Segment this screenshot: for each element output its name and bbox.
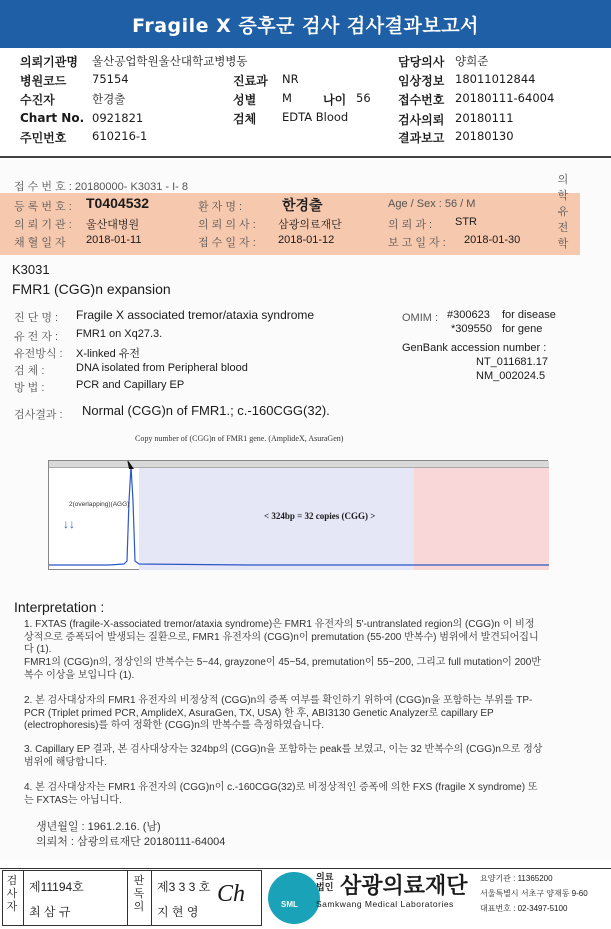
chart-no-label: Chart No.: [20, 111, 85, 125]
genbank-nm: NM_002024.5: [476, 370, 546, 382]
specimen-value: EDTA Blood: [282, 110, 349, 124]
marker-arrows-icon: ↓↓: [63, 517, 75, 531]
dept-label: 진료과: [233, 74, 268, 88]
sig-sep-3: [151, 871, 152, 925]
sig-sep-1: [23, 871, 24, 925]
dx-value: Fragile X associated tremor/ataxia syndrome: [76, 308, 315, 322]
interp-p2: 2. 본 검사대상자의 FMR1 유전자의 비정상적 (CGG)n의 증폭 여부를 확인하기 위하여 (CGG)n을 포함하는 부위를 TP-PCR (Triplet primed PCR, AmplideX, AsuraGen, TX, USA) 한 후, ABI3130 Genetic Analyzer로 capillary EP (electrophoresis)를 하여 정확한 (CGG)n의 반복수를 측정하였습니다.: [24, 695, 533, 731]
omim-label: OMIM :: [402, 312, 439, 324]
specimen-label: 검체: [233, 112, 257, 126]
clinical-label: 임상정보: [398, 74, 445, 88]
interp-p4: 4. 본 검사대상자는 FMR1 유전자의 (CGG)n이 c.-160CGG(32)로 비정상적인 증폭에 의한 FXS (fragile X syndrome) 또는 FXTAS는 아닙니다.: [24, 782, 538, 806]
gene-label: 유 전 자 :: [14, 331, 59, 343]
scan-dept-value: STR: [455, 216, 477, 228]
report-date-label: 결과보고: [398, 131, 445, 145]
ssn-label: 주민번호: [20, 131, 67, 145]
spec-label: 검 체 :: [14, 365, 45, 377]
interp-title: Interpretation :: [14, 599, 105, 615]
scan-recv-value: 2018-01-12: [278, 234, 335, 246]
dept-value: NR: [282, 72, 299, 86]
org-logo: [268, 872, 320, 924]
report-title: Fragile X 증후군 검사 검사결과보고서: [0, 0, 611, 48]
ssn-value: 610216-1: [92, 129, 148, 143]
omim-gene: *309550: [451, 323, 492, 335]
scan-inst-label: 의 뢰 기 관 :: [14, 219, 72, 231]
confirm-name: 지 현 영: [157, 905, 199, 919]
institution-value: 울산공업학원울산대학교병병동: [92, 54, 248, 68]
request-value: 20180111: [455, 111, 514, 125]
omim-disease-for: for disease: [502, 309, 556, 321]
addr-2: 서울특별시 서초구 양재동 9-60: [480, 889, 588, 898]
chart-no-value: 0921821: [92, 111, 144, 125]
chart-annotation: < 324bp = 32 copies (CGG) >: [264, 511, 376, 521]
chart-marker-label: 2(overlapping)(AGG): [69, 501, 130, 508]
scan-recv-label: 접 수 일 자 :: [198, 237, 256, 249]
addr-3: 대표번호 : 02-3497-5100: [480, 904, 568, 913]
scan-inst-value: 울산대병원: [86, 219, 140, 231]
inherit-value: X-linked 유전: [76, 348, 141, 360]
receipt-label: 접수번호: [398, 93, 445, 107]
scan-dept-label: 의 뢰 과 :: [388, 219, 433, 231]
test-code: K3031: [12, 262, 50, 277]
footer-divider: [0, 868, 611, 869]
omim-disease: #300623: [447, 309, 490, 321]
clinical-value: 18011012844: [455, 72, 536, 86]
scan-reg-value: T0404532: [86, 195, 150, 211]
sig-sep-2: [127, 871, 128, 925]
age-value: 56: [356, 91, 371, 105]
patient-value: 한경출: [92, 92, 126, 106]
gene-value: FMR1 on Xq27.3.: [76, 328, 163, 340]
spec-value: DNA isolated from Peripheral blood: [76, 362, 248, 374]
electropherogram: [48, 460, 548, 570]
scan-pname-label: 환 자 명 :: [198, 201, 243, 213]
refer-line: 의뢰처 : 삼광의료재단 20180111-64004: [36, 836, 226, 848]
scan-refdoc-value: 삼광의료재단: [278, 219, 342, 231]
hospital-code-value: 75154: [92, 72, 129, 86]
institution-label: 의뢰기관명: [20, 55, 78, 69]
doctor-label: 담당의사: [398, 55, 445, 69]
signature-box: [2, 870, 262, 926]
method-value: PCR and Capillary EP: [76, 379, 185, 391]
scan-draw-value: 2018-01-11: [86, 234, 142, 246]
org-small-label: 의료법인: [316, 872, 334, 892]
signature: Ch: [217, 881, 246, 907]
test-name: FMR1 (CGG)n expansion: [12, 281, 171, 297]
org-name: 삼광의료재단: [340, 874, 468, 899]
interp-p1: 1. FXTAS (fragile-X-associated tremor/ataxia syndrome)은 FMR1 유전자의 5'-untranslated region의 (CGG)n 이 비정상적으로 증폭되어 발생되는 질환으로, FMR1 유전자의 (CGG)n이 premutation (55-200 반복수) 범위에서 발견되어집니다 (1).: [24, 619, 539, 655]
result-value: Normal (CGG)n of FMR1.; c.-160CGG(32).: [82, 403, 330, 418]
examiner-name: 최 삼 규: [29, 905, 71, 919]
scan-receipt-line: 접 수 번 호 : 20180000- K3031 - I- 8: [14, 181, 188, 193]
receipt-value: 20180111-64004: [455, 91, 555, 105]
hospital-code-label: 병원코드: [20, 74, 67, 88]
examiner-no: 제11194호: [29, 880, 84, 894]
scan-rep-label: 보 고 일 자 :: [388, 237, 446, 249]
scan-draw-label: 채 혈 일 자: [14, 237, 66, 249]
org-english: Samkwang Medical Laboratories: [316, 899, 454, 909]
sex-value: M: [282, 91, 292, 105]
method-label: 방 법 :: [14, 382, 45, 394]
genbank-nt: NT_011681.17: [476, 356, 548, 368]
patient-label: 수진자: [20, 93, 55, 107]
omim-gene-for: for gene: [502, 323, 543, 335]
scan-agesex: Age / Sex : 56 / M: [388, 198, 476, 210]
result-label: 검사결과 :: [14, 409, 63, 421]
scan-rep-value: 2018-01-30: [464, 234, 521, 246]
genbank-label: GenBank accession number :: [402, 342, 547, 354]
dx-label: 진 단 명 :: [14, 312, 59, 324]
peak-arrow: [127, 461, 134, 469]
side-vertical-label: 의학유전학: [557, 173, 569, 250]
age-label: 나이: [323, 93, 347, 107]
addr-1: 요양기관 : 11365200: [480, 874, 553, 883]
inherit-label: 유전방식 :: [14, 348, 63, 360]
scan-refdoc-label: 의 뢰 의 사 :: [198, 219, 256, 231]
interp-p1b: FMR1의 (CGG)n의, 정상인의 반복수는 5~44, grayzone이 45~54, premutation이 55~200, 그리고 full mutation이 200반복수 이상을 보입니다 (1).: [24, 657, 541, 681]
doctor-value: 양희준: [455, 54, 489, 68]
confirm-label: 판독의: [133, 874, 145, 913]
report-date-value: 20180130: [455, 129, 514, 143]
header-divider: [0, 156, 611, 158]
interp-p3: 3. Capillary EP 결과, 본 검사대상자는 324bp의 (CGG)n을 포함하는 peak를 보였고, 이는 32 반복수의 (CGG)n으로 정상범위에 해당합니다.: [24, 744, 543, 768]
chart-title: Copy number of (CGG)n of FMR1 gene. (AmplideX, AsuraGen): [135, 434, 344, 443]
dob-line: 생년월일 : 1961.2.16. (남): [36, 821, 161, 833]
scan-pname-value: 한경출: [282, 197, 323, 213]
examiner-label: 검사자: [6, 874, 18, 913]
sex-label: 성별: [233, 93, 257, 107]
request-label: 검사의뢰: [398, 113, 445, 127]
scan-reg-label: 등 록 번 호 :: [14, 201, 72, 213]
confirm-no: 제3 3 3 호: [157, 880, 211, 894]
logo-text: SML: [281, 900, 298, 909]
